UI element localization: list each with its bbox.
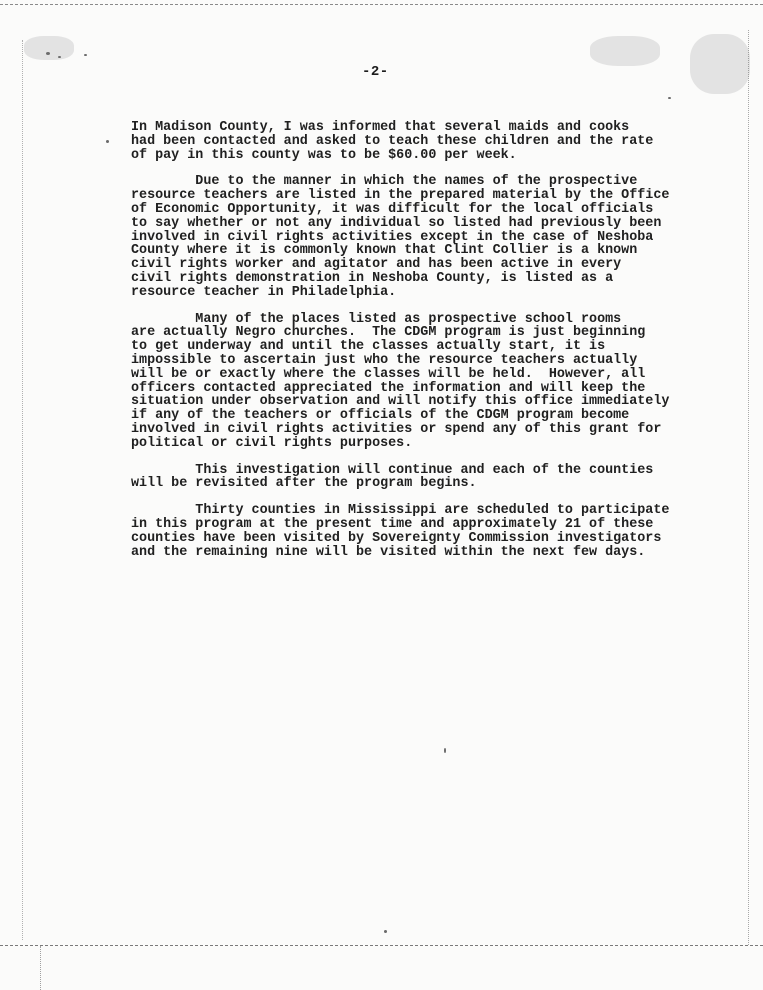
text-line: resource teacher in Philadelphia. bbox=[131, 284, 397, 300]
text-line: are actually Negro churches. The CDGM program is just beginning bbox=[131, 325, 646, 341]
text-line: to say whether or not any individual so listed had previously been bbox=[131, 215, 662, 231]
text-line: civil rights worker and agitator and has been active in every bbox=[131, 257, 622, 273]
text-line: involved in civil rights activities or spend any of this grant for bbox=[131, 421, 662, 437]
bottom-margin-tick bbox=[40, 946, 41, 990]
text-line: situation under observation and will notify this office immediately bbox=[131, 394, 670, 410]
text-line: of Economic Opportunity, it was difficult for the local officials bbox=[131, 201, 654, 217]
scan-speck bbox=[444, 748, 446, 753]
scan-smudge bbox=[24, 36, 74, 60]
right-margin-rule bbox=[748, 30, 749, 945]
text-line: involved in civil rights activities except in the case of Neshoba bbox=[131, 229, 654, 245]
text-line: In Madison County, I was informed that several maids and cooks bbox=[131, 120, 630, 135]
text-line: political or civil rights purposes. bbox=[131, 435, 413, 451]
text-line: Many of the places listed as prospective school rooms bbox=[131, 311, 622, 327]
text-line: resource teachers are listed in the prepared material by the Office bbox=[131, 188, 670, 204]
top-border-rule bbox=[0, 4, 763, 5]
scan-smudge bbox=[690, 34, 750, 94]
text-line: will be revisited after the program begins. bbox=[131, 476, 477, 492]
scan-speck bbox=[384, 930, 387, 933]
scan-speck bbox=[106, 140, 109, 143]
paragraph-investigation bbox=[131, 464, 711, 492]
scan-speck bbox=[84, 54, 87, 56]
scan-speck bbox=[668, 97, 671, 99]
text-line: counties have been visited by Sovereignty Commission investigators bbox=[131, 530, 662, 546]
text-line: officers contacted appreciated the information and will keep the bbox=[131, 380, 646, 396]
text-line: to get underway and until the classes actually start, it is bbox=[131, 339, 606, 355]
text-line: This investigation will continue and each of the counties bbox=[131, 462, 654, 478]
text-line: impossible to ascertain just who the resource teachers actually bbox=[131, 352, 638, 368]
text-line: civil rights demonstration in Neshoba County, is listed as a bbox=[131, 270, 614, 286]
text-line: will be or exactly where the classes will be held. However, all bbox=[131, 366, 646, 382]
text-line: in this program at the present time and approximately 21 of these bbox=[131, 516, 654, 532]
document-body bbox=[131, 121, 711, 559]
paragraph-madison-county bbox=[131, 121, 711, 162]
text-line: Thirty counties in Mississippi are scheduled to participate bbox=[131, 503, 670, 519]
text-line: County where it is commonly known that Clint Collier is a known bbox=[131, 243, 638, 259]
paragraph-school-rooms bbox=[131, 313, 711, 451]
paragraph-thirty-counties bbox=[131, 504, 711, 559]
page-number: -2- bbox=[362, 64, 389, 80]
text-line: had been contacted and asked to teach these children and the rate bbox=[131, 133, 654, 149]
text-line: and the remaining nine will be visited within the next few days. bbox=[131, 544, 646, 560]
text-line: of pay in this county was to be $60.00 per week. bbox=[131, 147, 517, 163]
text-line: Due to the manner in which the names of the prospective bbox=[131, 174, 638, 190]
left-margin-rule bbox=[22, 40, 23, 940]
text-line: if any of the teachers or officials of the CDGM program become bbox=[131, 408, 630, 424]
scan-smudge bbox=[590, 36, 660, 66]
paragraph-resource-teachers bbox=[131, 175, 711, 299]
bottom-border-rule bbox=[0, 945, 763, 946]
